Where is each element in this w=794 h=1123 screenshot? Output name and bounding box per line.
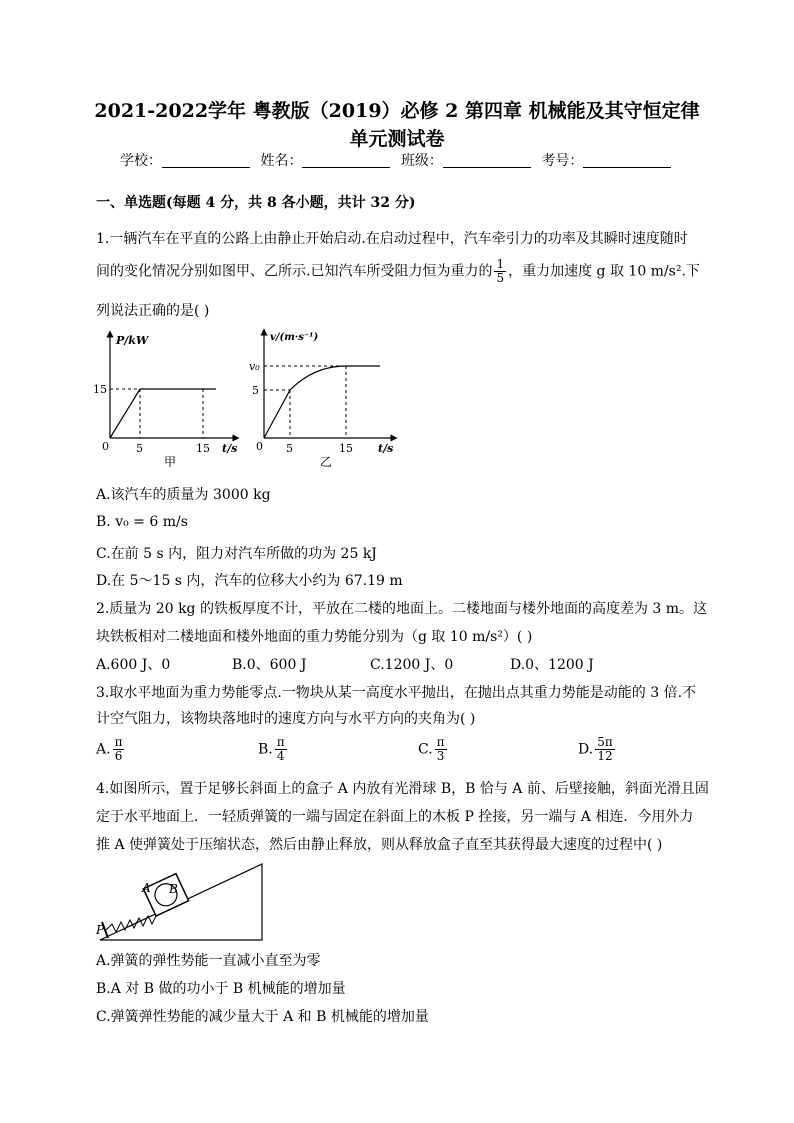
q3-option-c-label: C. — [418, 741, 433, 758]
school-label: 学校： — [120, 153, 162, 169]
q3-option-d-label: D. — [578, 741, 594, 758]
jia-xtick-0: 0 — [102, 440, 109, 453]
q3-b-den: 4 — [276, 749, 285, 763]
yi-xlabel: t/s — [378, 442, 394, 455]
q3-option-b-frac — [275, 736, 287, 763]
yi-ytick-v0: v₀ — [249, 360, 260, 373]
yi-ytick-5: 5 — [252, 384, 259, 397]
jia-xtick-15: 15 — [196, 442, 210, 455]
q3-d-den: 12 — [597, 749, 613, 763]
q3-option-c-frac — [435, 736, 447, 763]
q4-line2: 定于水平地面上．一轻质弹簧的一端与固定在斜面上的木板 P 拴接，另一端与 A 相连．今用外力 — [96, 809, 694, 825]
q3-option-c[interactable] — [418, 736, 449, 763]
q1-option-a[interactable]: A.该汽车的质量为 3000 kg — [96, 487, 271, 503]
q1-option-c[interactable]: C.在前 5 s 内，阻力对汽车所做的功为 25 kJ — [96, 546, 377, 562]
exam-number-label: 考号： — [541, 153, 584, 169]
q4-line3: 推 A 使弹簧处于压缩状态，然后由静止释放，则从释放盒子直至其获得最大速度的过程中( ) — [96, 837, 663, 853]
yi-caption: 乙 — [320, 455, 333, 468]
q1-fraction-den: 5 — [496, 271, 505, 285]
exam-number-blank[interactable] — [583, 153, 671, 168]
q3-line1: 3.取水平地面为重力势能零点.一物块从某一高度水平抛出，在抛出点其重力势能是动能的 3 倍.不 — [96, 685, 697, 701]
q2-option-c[interactable]: C.1200 J、0 — [370, 657, 454, 673]
exam-title-line2: 单元测试卷 — [349, 128, 445, 150]
q3-a-num: π — [114, 735, 123, 749]
q1-fraction-num: 1 — [496, 257, 505, 271]
jia-ytick-15: 15 — [93, 383, 107, 396]
yi-xtick-5: 5 — [286, 442, 293, 455]
q4-option-a[interactable]: A.弹簧的弹性势能一直减小直至为零 — [96, 953, 321, 969]
class-label: 班级： — [400, 153, 443, 169]
q3-d-num: 5π — [597, 735, 613, 749]
q3-option-d-frac — [595, 736, 615, 763]
section-heading: 一、单选题(每题 4 分，共 8 各小题，共计 32 分) — [96, 195, 416, 211]
q3-c-den: 3 — [436, 749, 445, 763]
q1-option-b[interactable]: B. v₀ = 6 m/s — [96, 514, 188, 530]
jia-xtick-5: 5 — [136, 442, 143, 455]
label-b: B — [169, 882, 178, 896]
q1-line2 — [96, 258, 700, 285]
jia-caption: 甲 — [164, 455, 177, 468]
q3-option-b-label: B. — [258, 741, 273, 758]
jia-ramp-line — [110, 389, 140, 438]
q1-line1: 1.一辆汽车在平直的公路上由静止开始启动.在启动过程中，汽车牵引力的功率及其瞬时速度随时 — [96, 231, 688, 247]
q1-option-d[interactable]: D.在 5～15 s 内，汽车的位移大小约为 67.19 m — [96, 573, 403, 589]
class-blank[interactable] — [443, 153, 531, 168]
jia-ylabel: P/kW — [116, 334, 149, 347]
q2-line1: 2.质量为 20 kg 的铁板厚度不计，平放在二楼的地面上。二楼地面与楼外地面的高度差为 3 m。这 — [96, 601, 708, 617]
q3-a-den: 6 — [114, 749, 123, 763]
q2-line2: 块铁板相对二楼地面和楼外地面的重力势能分别为（g 取 10 m/s²）( ) — [96, 629, 533, 645]
q2-option-d[interactable]: D.0、1200 J — [510, 657, 594, 673]
school-blank[interactable] — [162, 153, 250, 168]
q3-b-num: π — [276, 735, 285, 749]
yi-velocity-curve — [264, 366, 380, 438]
q3-c-num: π — [436, 735, 445, 749]
q2-option-a[interactable]: A.600 J、0 — [96, 657, 171, 673]
incline-figure — [94, 858, 274, 944]
label-p: P — [96, 923, 105, 937]
q2-option-b[interactable]: B.0、600 J — [232, 657, 307, 673]
q4-option-c[interactable]: C.弹簧弹性势能的减少量大于 A 和 B 机械能的增加量 — [96, 1009, 429, 1025]
q3-option-d[interactable] — [578, 736, 617, 763]
yi-xtick-0: 0 — [256, 440, 263, 453]
q3-option-b[interactable] — [258, 736, 289, 763]
chart-yi — [246, 326, 406, 468]
q3-option-a-frac — [113, 736, 125, 763]
label-a: A — [142, 881, 151, 895]
q3-option-a[interactable] — [96, 736, 126, 763]
q1-line3: 列说法正确的是( ) — [96, 303, 210, 319]
q1-fraction — [494, 258, 506, 285]
yi-xtick-15: 15 — [339, 442, 353, 455]
spring — [106, 916, 156, 932]
jia-xlabel: t/s — [222, 442, 238, 455]
q1-line2-start: 间的变化情况分别如图甲、乙所示.已知汽车所受阻力恒为重力的 — [96, 263, 493, 280]
yi-ylabel: v/(m·s⁻¹) — [270, 332, 319, 343]
q4-line1: 4.如图所示，置于足够长斜面上的盒子 A 内放有光滑球 B，B 恰与 A 前、后壁接触，斜面光滑且固 — [96, 781, 709, 797]
q4-option-b[interactable]: B.A 对 B 做的功小于 B 机械能的增加量 — [96, 981, 346, 997]
name-blank[interactable] — [302, 153, 390, 168]
q1-line2-end: ，重力加速度 g 取 10 m/s².下 — [508, 263, 700, 280]
student-info-row — [120, 150, 677, 170]
chart-jia — [88, 328, 248, 468]
exam-title-line1: 2021-2022学年 粤教版（2019）必修 2 第四章 机械能及其守恒定律 — [94, 100, 700, 122]
name-label: 姓名： — [260, 153, 303, 169]
q3-option-a-label: A. — [96, 741, 111, 758]
q3-line2: 计空气阻力，该物块落地时的速度方向与水平方向的夹角为( ) — [96, 711, 476, 727]
